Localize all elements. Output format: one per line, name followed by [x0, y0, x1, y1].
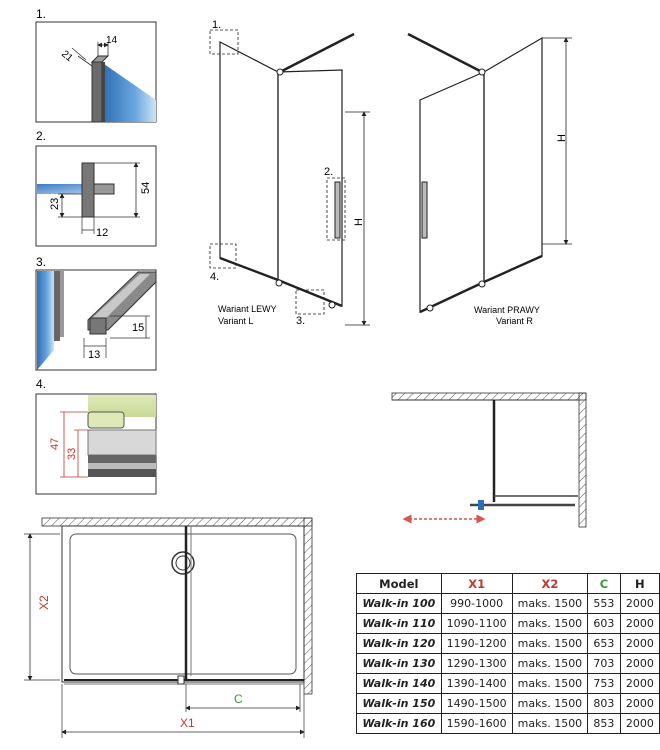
cell-model: Walk-in 150 — [357, 694, 442, 714]
left-h-label: H — [353, 218, 365, 226]
cell-x2: maks. 1500 — [512, 674, 588, 694]
detail-2-dim-a: 54 — [140, 181, 152, 194]
detail-2-label: 2. — [36, 129, 47, 143]
cell-h: 2000 — [620, 594, 659, 614]
cell-h: 2000 — [620, 694, 659, 714]
cell-c: 553 — [588, 594, 620, 614]
right-variant-view — [408, 34, 572, 326]
left-callout-3: 3. — [296, 315, 306, 327]
cell-h: 2000 — [620, 634, 659, 654]
left-caption-2: Variant L — [218, 316, 254, 326]
detail-4 — [36, 377, 156, 494]
table-row — [357, 594, 660, 614]
table-row — [357, 654, 660, 674]
detail-3 — [36, 255, 156, 370]
detail-1-dim-b: 14 — [106, 35, 118, 46]
table-row — [357, 634, 660, 654]
left-callout-1: 1. — [212, 19, 222, 31]
detail-3-dim-b: 13 — [88, 349, 101, 361]
plan-c-label: C — [234, 692, 243, 706]
cell-model: Walk-in 140 — [357, 674, 442, 694]
cell-x1: 1190-1200 — [441, 634, 512, 654]
cell-x1: 1590-1600 — [441, 714, 512, 734]
detail-2-dim-c: 12 — [96, 227, 109, 239]
left-caption-1: Wariant LEWY — [218, 304, 277, 314]
cell-x1: 1490-1500 — [441, 694, 512, 714]
detail-3-label: 3. — [36, 255, 47, 269]
cell-x1: 990-1000 — [441, 594, 512, 614]
cell-model: Walk-in 120 — [357, 634, 442, 654]
plan-x1-label: X1 — [180, 716, 195, 730]
cell-h: 2000 — [620, 674, 659, 694]
th-c: C — [588, 574, 620, 594]
detail-1-dim-a: 21 — [59, 48, 75, 65]
th-x1: X1 — [441, 574, 512, 594]
th-model: Model — [357, 574, 442, 594]
detail-4-dim-b: 33 — [66, 447, 78, 460]
detail-3-dim-a: 15 — [132, 322, 145, 334]
small-plan-schematic — [392, 393, 586, 527]
cell-x1: 1390-1400 — [441, 674, 512, 694]
left-callout-4: 4. — [210, 271, 220, 283]
detail-4-label: 4. — [36, 377, 47, 391]
cell-x1: 1290-1300 — [441, 654, 512, 674]
plan-x2-label: X2 — [37, 595, 51, 610]
cell-model: Walk-in 130 — [357, 654, 442, 674]
cell-model: Walk-in 100 — [357, 594, 442, 614]
table-row — [357, 614, 660, 634]
cell-x2: maks. 1500 — [512, 694, 588, 714]
cell-x2: maks. 1500 — [512, 654, 588, 674]
th-h: H — [620, 574, 659, 594]
table-row — [357, 694, 660, 714]
table-row — [357, 714, 660, 734]
th-x2: X2 — [512, 574, 588, 594]
right-caption-2: Variant R — [496, 316, 533, 326]
cell-x2: maks. 1500 — [512, 594, 588, 614]
right-h-label: H — [556, 134, 568, 142]
detail-4-dim-a: 47 — [49, 437, 61, 450]
cell-c: 653 — [588, 634, 620, 654]
cell-model: Walk-in 110 — [357, 614, 442, 634]
cell-model: Walk-in 160 — [357, 714, 442, 734]
detail-1 — [36, 7, 156, 122]
cell-c: 853 — [588, 714, 620, 734]
cell-c: 753 — [588, 674, 620, 694]
cell-c: 603 — [588, 614, 620, 634]
detail-2-dim-b: 23 — [49, 197, 61, 210]
cell-c: 703 — [588, 654, 620, 674]
left-callout-2: 2. — [324, 166, 334, 178]
table-header-row — [357, 574, 660, 594]
table-row — [357, 674, 660, 694]
detail-2 — [36, 129, 156, 246]
cell-h: 2000 — [620, 714, 659, 734]
cell-x2: maks. 1500 — [512, 714, 588, 734]
plan-view — [24, 518, 312, 738]
left-variant-view — [210, 19, 370, 327]
cell-x2: maks. 1500 — [512, 634, 588, 654]
cell-h: 2000 — [620, 654, 659, 674]
dimensions-table — [356, 573, 660, 734]
cell-x1: 1090-1100 — [441, 614, 512, 634]
right-caption-1: Wariant PRAWY — [474, 305, 540, 315]
cell-h: 2000 — [620, 614, 659, 634]
cell-c: 803 — [588, 694, 620, 714]
detail-1-label: 1. — [36, 7, 47, 21]
cell-x2: maks. 1500 — [512, 614, 588, 634]
